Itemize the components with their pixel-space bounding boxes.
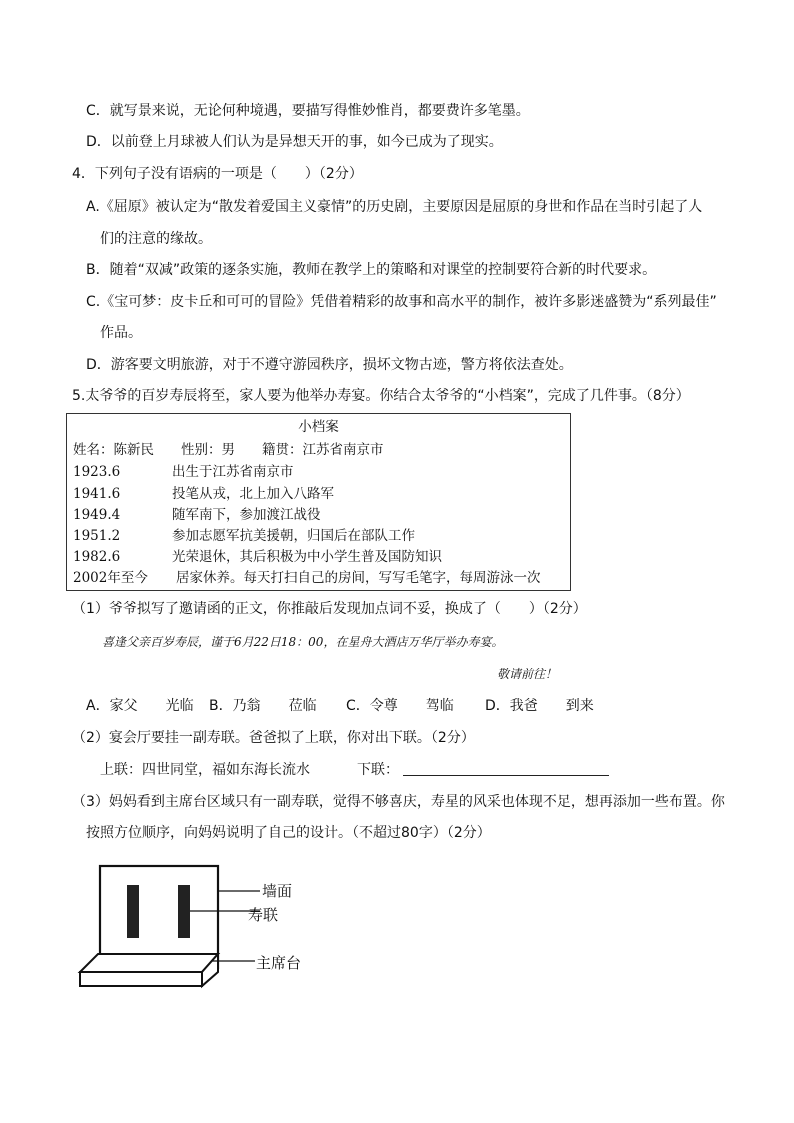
- q5-sub1-option-a: A．家父 光临: [86, 698, 194, 714]
- q3-option-d: D．以前登上月球被人们认为是异想天开的事，如今已成为了现实。: [86, 134, 503, 150]
- q5-stem: 5.太爷爷的百岁寿辰将至，家人要为他举办寿宴。你结合太爷爷的“小档案”，完成了几件事。（8分）: [72, 388, 690, 404]
- q5-sub1-stem: （1）爷爷拟写了邀请函的正文，你推敲后发现加点词不妥，换成了（ ）（2分）: [72, 601, 587, 617]
- wall: [100, 866, 218, 968]
- profile-date: 1923.6: [73, 464, 121, 480]
- profile-event: 参加志愿军抗美援朝，归国后在部队工作: [172, 528, 415, 544]
- q4-option-b: B．随着“双减”政策的逐条实施，教师在教学上的策略和对课堂的控制要符合新的时代要求。: [86, 262, 657, 278]
- q4-option-c-line1: C.《宝可梦：皮卡丘和可可的冒险》凭借着精彩的故事和高水平的制作，被许多影迷盛赞为“系列最佳”: [86, 294, 717, 310]
- q5-sub2-stem: （2）宴会厅要挂一副寿联。爸爸拟了上联，你对出下联。（2分）: [72, 730, 475, 746]
- q4-option-d: D．游客要文明旅游，对于不遵守游园秩序，损坏文物古迹，警方将依法查处。: [86, 357, 573, 373]
- q3-option-c: C．就写景来说，无论何种境遇，要描写得惟妙惟肖，都要费许多笔墨。: [86, 103, 530, 119]
- invite-closing: 敬请前往！: [497, 667, 558, 681]
- label-wall: 墙面: [262, 882, 293, 900]
- profile-date: 1941.6: [73, 486, 121, 502]
- couplet-left: [127, 885, 139, 938]
- q5-sub1-option-d: D．我爸 到来: [485, 698, 594, 714]
- q5-sub3-line1: （3）妈妈看到主席台区域只有一副寿联，觉得不够喜庆，寿星的风采也体现不足，想再添加一些布置。你: [72, 794, 725, 810]
- label-stage: 主席台: [256, 954, 302, 972]
- answer-blank[interactable]: [403, 760, 609, 776]
- stage-top: [80, 954, 218, 972]
- profile-event: 出生于江苏省南京市: [172, 464, 294, 480]
- profile-date: 2002年至今: [73, 570, 148, 586]
- profile-header: 姓名：陈新民 性别：男 籍贯：江苏省南京市: [73, 442, 384, 458]
- label-couplet: 寿联: [248, 906, 279, 924]
- q5-sub3-line2: 按照方位顺序，向妈妈说明了自己的设计。（不超过80字）（2分）: [86, 825, 491, 841]
- profile-date: 1982.6: [73, 549, 121, 565]
- profile-title: 小档案: [298, 419, 339, 435]
- couplet-right: [178, 885, 190, 938]
- profile-event: 随军南下，参加渡江战役: [172, 507, 321, 523]
- q4-option-a-line2: 们的注意的缘故。: [100, 231, 212, 247]
- lower-couplet-label: 下联：: [357, 762, 399, 778]
- profile-event: 光荣退休，其后积极为中小学生普及国防知识: [172, 549, 442, 565]
- q4-option-a-line1: A.《屈原》被认定为“散发着爱国主义豪情”的历史剧，主要原因是屈原的身世和作品在当时引起了人: [86, 199, 703, 215]
- q4-stem: 4．下列句子没有语病的一项是（ ）（2分）: [72, 166, 363, 182]
- q5-sub1-option-b: B．乃翁 莅临: [209, 698, 317, 714]
- stage-diagram: [70, 858, 340, 998]
- lower-couplet-field[interactable]: [357, 760, 609, 780]
- upper-couplet: 上联：四世同堂，福如东海长流水: [100, 762, 310, 778]
- invite-body: 喜逢父亲百岁寿辰，谨于6月22日18：00，在星舟大酒店万华厅举办寿宴。: [102, 635, 504, 649]
- profile-date: 1951.2: [73, 528, 121, 544]
- q4-option-c-line2: 作品。: [100, 325, 142, 341]
- profile-date: 1949.4: [73, 507, 121, 523]
- q5-sub1-option-c: C．令尊 驾临: [346, 698, 454, 714]
- stage-front: [80, 972, 202, 986]
- profile-box: [66, 413, 571, 591]
- profile-event: 居家休养。每天打扫自己的房间，写写毛笔字，每周游泳一次: [176, 570, 541, 586]
- profile-event: 投笔从戎，北上加入八路军: [172, 486, 334, 502]
